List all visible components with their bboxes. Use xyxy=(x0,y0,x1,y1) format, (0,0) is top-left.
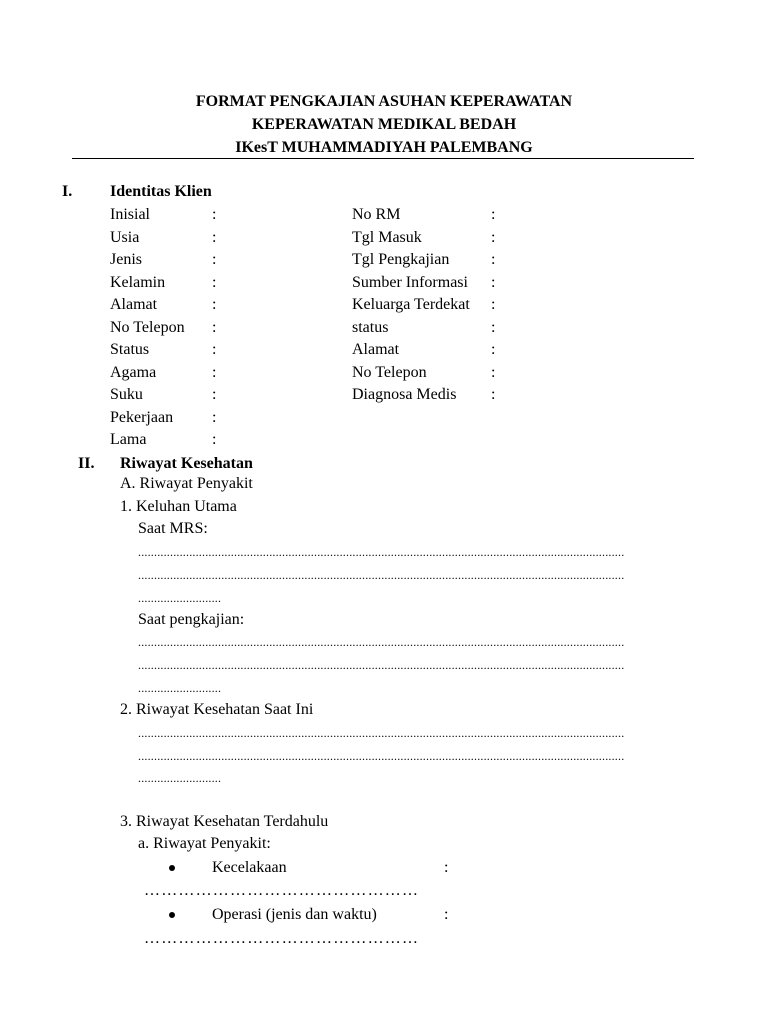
field-colon: : xyxy=(491,386,496,403)
record-field-label: Alamat xyxy=(352,341,400,358)
identity-field-label: Kelamin xyxy=(110,273,166,291)
identity-field-label: Lama xyxy=(110,431,147,448)
identity-field-label: Status xyxy=(110,341,150,358)
identity-field-label: Usia xyxy=(110,228,140,246)
dotted-line: ........................................................................................................................................................ xyxy=(138,635,625,649)
saat-mrs-label: Saat MRS: xyxy=(138,520,208,537)
field-colon: : xyxy=(212,296,217,313)
identity-field-label: Pekerjaan xyxy=(110,408,174,426)
dotted-line: .......................... xyxy=(138,681,222,695)
record-field-label: Diagnosa Medis xyxy=(352,386,457,403)
identity-field-label: Alamat xyxy=(110,296,158,313)
answer-dotted-line: ………………………………………… xyxy=(144,930,420,947)
form-title: FORMAT PENGKAJIAN ASUHAN KEPERAWATAN xyxy=(195,93,573,110)
dotted-line: ........................................................................................................................................................ xyxy=(138,749,625,763)
field-colon: : xyxy=(212,251,217,268)
dotted-line: .......................... xyxy=(138,591,222,605)
record-field-label: Keluarga Terdekat xyxy=(352,296,470,313)
section-2-title: Riwayat Kesehatan xyxy=(120,455,253,472)
saat-pengkajian-label: Saat pengkajian: xyxy=(138,611,245,628)
answer-dotted-line: ………………………………………… xyxy=(144,882,420,899)
record-field-label: Sumber Informasi xyxy=(352,273,468,291)
record-field-label: No Telepon xyxy=(352,363,427,381)
field-colon: : xyxy=(212,431,217,448)
bullet-icon xyxy=(169,865,175,871)
dotted-line: ........................................................................................................................................................ xyxy=(138,545,625,559)
field-colon: : xyxy=(212,363,217,381)
item-1-heading: 1. Keluhan Utama xyxy=(120,498,237,515)
field-colon: : xyxy=(491,318,496,336)
field-colon: : xyxy=(212,273,217,291)
field-colon: : xyxy=(491,251,496,268)
field-colon: : xyxy=(491,341,496,358)
record-field-label: status xyxy=(352,318,389,336)
field-colon: : xyxy=(212,206,217,223)
item-3-heading: 3. Riwayat Kesehatan Terdahulu xyxy=(120,813,329,830)
field-colon: : xyxy=(212,341,217,358)
field-colon: : xyxy=(491,296,496,313)
section-1-title: Identitas Klien xyxy=(110,183,212,200)
field-colon: : xyxy=(491,206,496,223)
field-colon: : xyxy=(212,386,217,403)
identity-field-label: Suku xyxy=(110,386,143,403)
operasi-label: Operasi (jenis dan waktu) xyxy=(212,906,377,923)
kecelakaan-label: Kecelakaan xyxy=(212,859,287,876)
header-divider xyxy=(72,158,694,159)
identity-field-label: Agama xyxy=(110,363,157,381)
identity-field-label: Jenis xyxy=(110,251,142,268)
section-1-number: I. xyxy=(62,183,73,200)
bullet-icon xyxy=(169,912,175,918)
field-colon: : xyxy=(444,906,449,923)
field-colon: : xyxy=(212,408,217,426)
dotted-line: ........................................................................................................................................................ xyxy=(138,726,625,740)
identity-field-label: No Telepon xyxy=(110,318,185,336)
dotted-line: .......................... xyxy=(138,771,222,785)
record-field-label: No RM xyxy=(352,206,401,223)
identity-field-label: Inisial xyxy=(110,206,150,223)
riwayat-penyakit-label: a. Riwayat Penyakit: xyxy=(138,835,271,852)
form-subtitle: KEPERAWATAN MEDIKAL BEDAH xyxy=(251,116,517,133)
dotted-line: ........................................................................................................................................................ xyxy=(138,568,625,582)
field-colon: : xyxy=(212,318,217,336)
institution-name: IKesT MUHAMMADIYAH PALEMBANG xyxy=(235,139,533,156)
field-colon: : xyxy=(444,859,449,876)
subsection-a-heading: A. Riwayat Penyakit xyxy=(120,475,253,492)
section-2-number: II. xyxy=(78,455,95,472)
record-field-label: Tgl Masuk xyxy=(352,228,422,246)
item-2-heading: 2. Riwayat Kesehatan Saat Ini xyxy=(120,701,314,718)
field-colon: : xyxy=(491,228,496,246)
field-colon: : xyxy=(491,273,496,291)
dotted-line: ........................................................................................................................................................ xyxy=(138,658,625,672)
record-field-label: Tgl Pengkajian xyxy=(352,251,450,268)
field-colon: : xyxy=(212,228,217,246)
field-colon: : xyxy=(491,363,496,381)
